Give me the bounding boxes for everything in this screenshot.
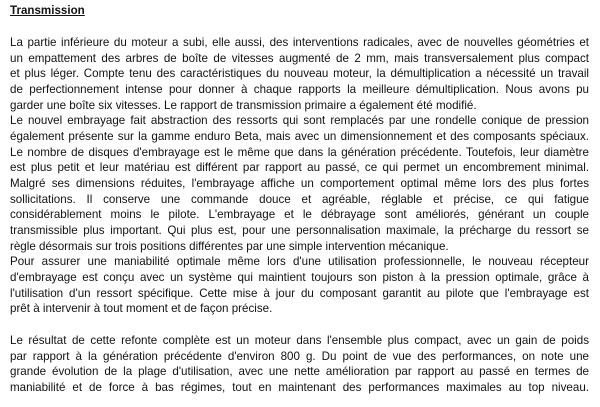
text-line: Malgré ses dimensions réduites, l'embrayage affiche un comportement optimal même lors des plus fortes — [10, 177, 589, 190]
text-line: Le résultat de cette refonte complète est un moteur dans l'ensemble plus compact, avec un gain de poids — [10, 334, 589, 347]
text-line: également présente sur la gamme enduro Beta, mais avec un dimensionnement et des composants spéciaux. — [10, 130, 589, 143]
text-line: est plus petit et leur matériau est différent par rapport au passé, ce qui permet un encombrement minimal. — [10, 161, 589, 174]
text-line: Le nombre de disques d'embrayage est le même que dans la génération précédente. Toutefois, leur diamètre — [10, 146, 589, 159]
text-line: un empattement des arbres de boîte de vitesses augmenté de 2 mm, mais transversalement plus compact — [10, 52, 589, 65]
text-line: considérablement moins le pilote. L'embrayage et le débrayage sont améliorés, générant un couple — [10, 208, 589, 221]
text-line: prêt à intervenir à tout moment et de façon précise. — [10, 302, 273, 315]
text-line: par rapport à la génération précédente d'environ 800 g. Du point de vue des performances, on note une — [10, 350, 589, 363]
text-line: grande évolution de la plage d'utilisation, avec une nette amélioration par rapport au passé en termes de — [10, 365, 589, 378]
text-line: Le nouvel embrayage fait abstraction des ressorts qui sont remplacés par une rondelle conique de pression — [10, 114, 589, 127]
text-line: transmissible plus important. Qui plus est, pour une personnalisation maximale, la précharge du ressort se — [10, 224, 589, 237]
text-line: de perfectionnement intense pour donner à chaque rapports la meilleure démultiplication. Nous avons pu — [10, 83, 589, 96]
text-line: sollicitations. Il conserve une commande douce et agréable, réglable et précise, ce qui fatigue — [10, 193, 589, 206]
text-line: d'embrayage est conçu avec un système qui maintient toujours son piston à la pression optimale, grâce à — [10, 271, 589, 284]
text-line: et plus léger. Compte tenu des caractéristiques du nouveau moteur, la démultiplication a nécessité un travail — [10, 67, 589, 80]
text-line: maniabilité et de force à bas régimes, tout en maintenant des performances maximales au top niveau. — [10, 381, 589, 394]
text-line: Pour assurer une maniabilité optimale même lors d'une utilisation professionnelle, le nouveau récepteur — [10, 255, 589, 268]
section-title: Transmission — [10, 4, 85, 17]
text-line: La partie inférieure du moteur a subi, elle aussi, des interventions radicales, avec de nouvelles géométries et — [10, 36, 589, 49]
text-line: l'utilisation d'un ressort spécifique. Cette mise à jour du composant garantit au pilote que l'embrayage est — [10, 287, 589, 300]
text-line: garder une boîte six vitesses. Le rapport de transmission primaire a également été modifié. — [10, 99, 477, 112]
text-line: règle désormais sur trois positions différentes par une simple intervention mécanique. — [10, 240, 449, 253]
